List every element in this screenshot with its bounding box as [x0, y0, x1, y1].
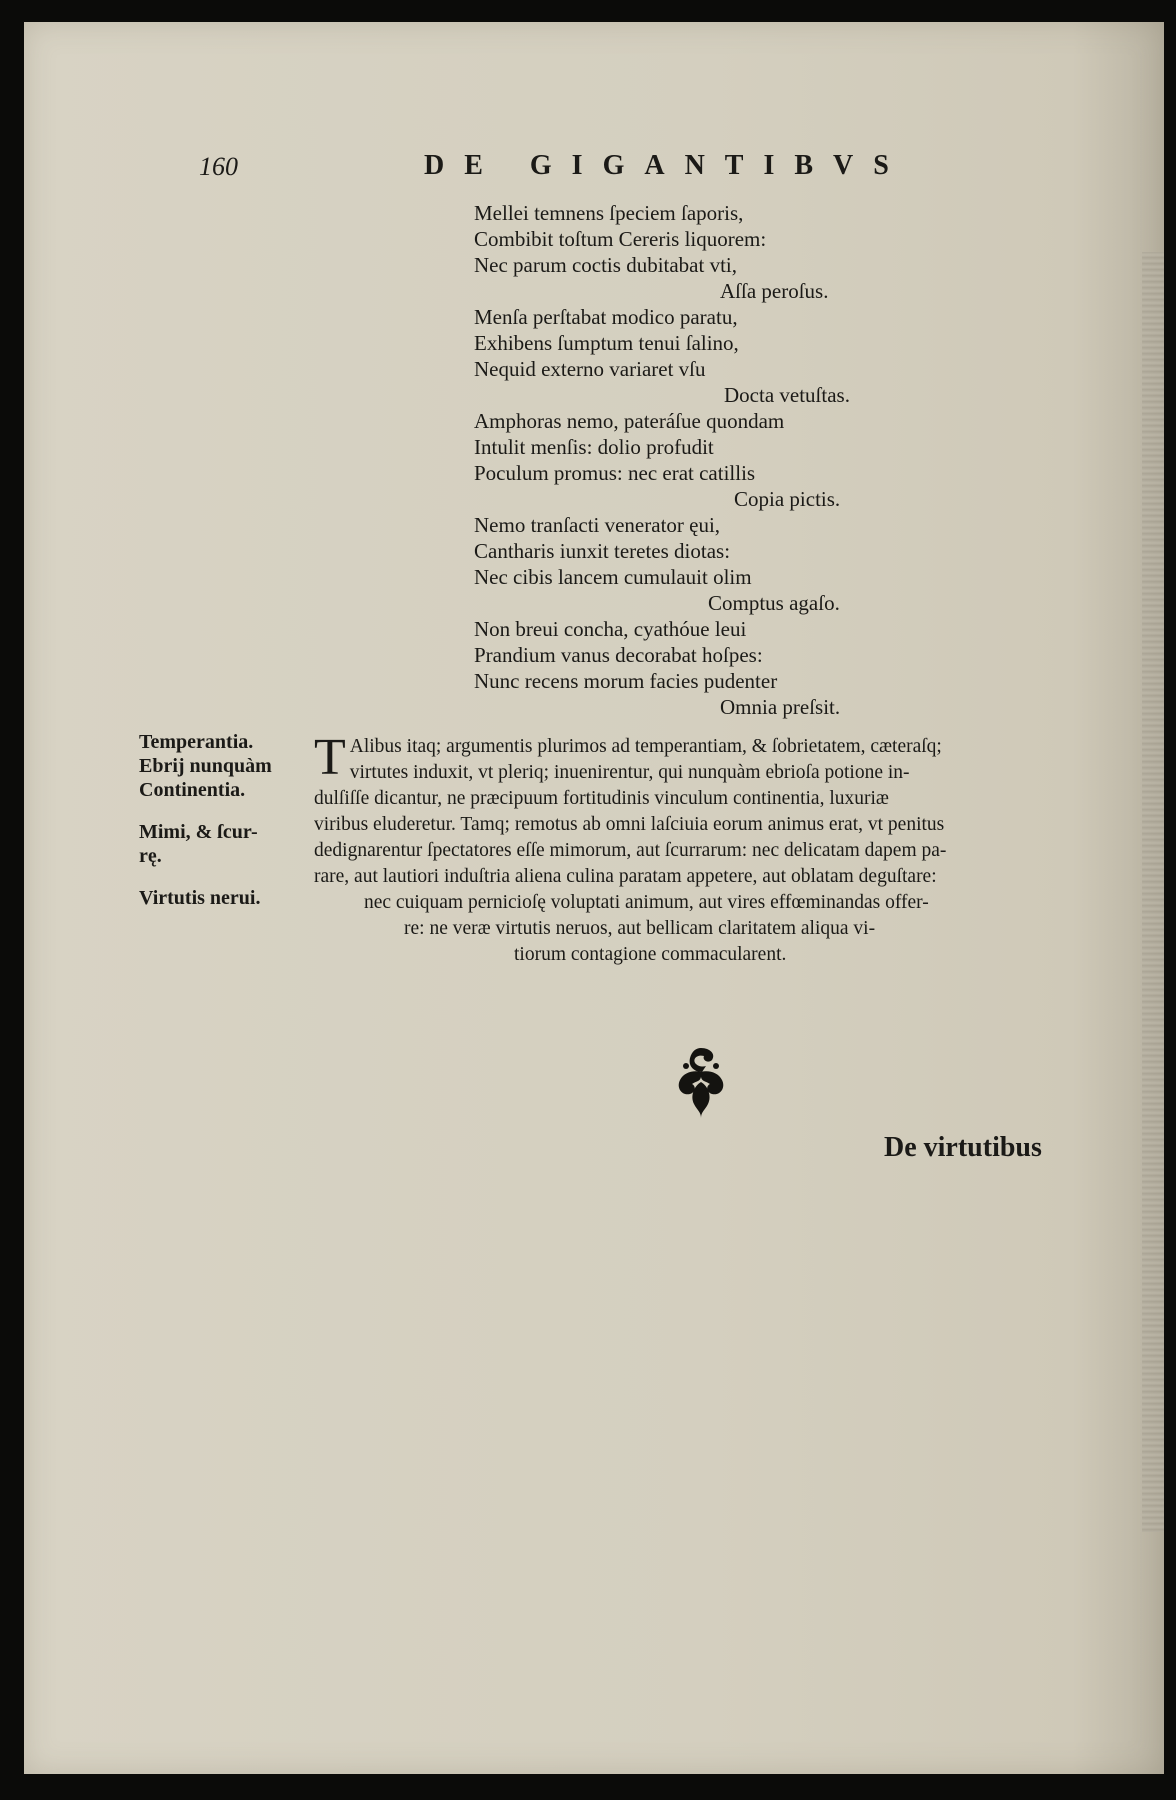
poem-stanza [474, 408, 934, 512]
margin-note: Virtutis nerui. [139, 887, 261, 909]
verse-line: Nunc recens morum facies pudenter [474, 669, 778, 693]
margin-note: Ebrij nunquàm Continentia. [139, 755, 272, 801]
verse-line: Poculum promus: nec erat catillis [474, 461, 756, 485]
book-page [24, 22, 1164, 1774]
verse-line: Cantharis iunxit teretes diotas: [474, 539, 731, 563]
page-number: 160 [199, 152, 238, 181]
verse-line-adonic: Comptus agaſo. [708, 591, 840, 615]
verse-line-adonic: Aſſa peroſus. [720, 279, 829, 303]
running-head [24, 150, 1024, 190]
verse-line: Nec parum coctis dubitabat vti, [474, 253, 738, 277]
poem-stanza [474, 616, 934, 720]
verse-line-adonic: Omnia preſsit. [720, 695, 841, 719]
running-title: DE GIGANTIBVS [424, 150, 909, 181]
margin-notes [139, 730, 299, 928]
prose-line: viribus eluderetur. Tamq; remotus ab omni laſciuia eorum animus erat, vt penitus [314, 814, 945, 835]
margin-note: Mimi, & ſcur- rę. [139, 821, 258, 867]
drop-cap: T [314, 729, 346, 786]
prose-line: dulſiſſe dicantur, ne præcipuum fortitudinis vinculum continentia, luxuriæ [314, 788, 889, 809]
prose-line: re: ne veræ virtutis neruos, aut bellicam claritatem aliqua vi- [404, 918, 876, 939]
fleuron-ornament-icon [666, 1042, 736, 1122]
verse-line: Combibit toſtum Cereris liquorem: [474, 227, 767, 251]
verse-line: Menſa perſtabat modico paratu, [474, 305, 738, 329]
poem-stanza [474, 304, 934, 408]
prose-line: Alibus itaq; argumentis plurimos ad temperantiam, & ſobrietatem, cæteraſq; [349, 736, 942, 757]
prose-line: tiorum contagione commacularent. [514, 944, 787, 965]
catchword: De virtutibus [884, 1132, 1042, 1163]
verse-line: Prandium vanus decorabat hoſpes: [474, 643, 763, 667]
verse-line-adonic: Docta vetuſtas. [724, 383, 850, 407]
prose-line: rare, aut lautiori induſtria aliena culina paratam appetere, aut oblatam deguſtare: [314, 866, 937, 887]
verse-line: Non breui concha, cyathóue leui [474, 617, 747, 641]
poem [474, 200, 934, 720]
verse-line-adonic: Copia pictis. [734, 487, 841, 511]
verse-line: Mellei temnens ſpeciem ſaporis, [474, 201, 744, 225]
prose-paragraph [314, 729, 1134, 968]
prose-line: virtutes induxit, vt pleriq; inuenirentur, qui nunquàm ebrioſa potione in- [349, 762, 910, 783]
verse-line: Amphoras nemo, pateráſue quondam [474, 409, 785, 433]
verse-line: Exhibens ſumptum tenui ſalino, [474, 331, 739, 355]
prose-line: dedignarentur ſpectatores eſſe mimorum, aut ſcurrarum: nec delicatam dapem pa- [314, 840, 947, 861]
verse-line: Nemo tranſacti venerator ęui, [474, 513, 721, 537]
margin-note: Temperantia. [139, 731, 254, 753]
verse-line: Intulit menſis: dolio profudit [474, 435, 714, 459]
verse-line: Nec cibis lancem cumulauit olim [474, 565, 752, 589]
poem-stanza [474, 200, 934, 304]
page-edge-shadow [1142, 252, 1164, 1532]
poem-stanza [474, 512, 934, 616]
verse-line: Nequid externo variaret vſu [474, 357, 706, 381]
prose-line: nec cuiquam pernicioſę voluptati animum, aut vires effœminandas offer- [364, 892, 929, 913]
